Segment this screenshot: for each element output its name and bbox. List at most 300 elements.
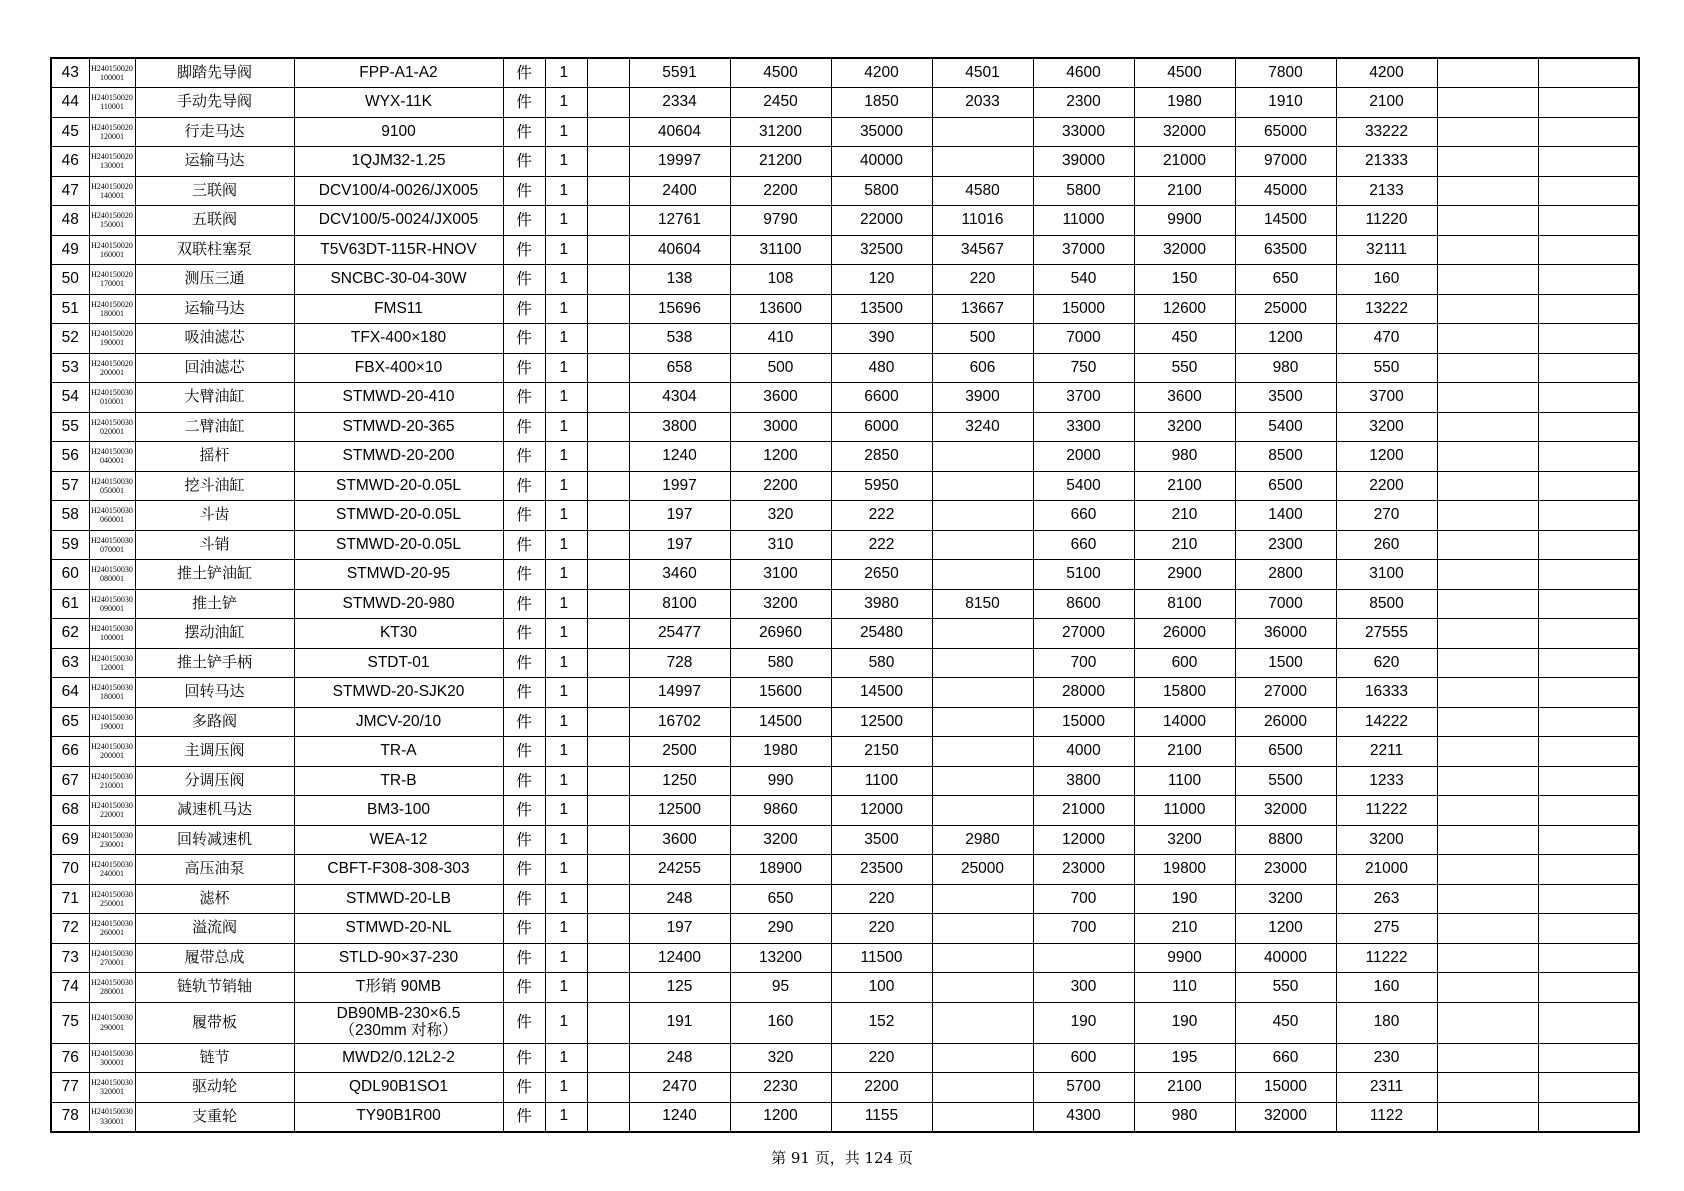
item-code: H240150030190001	[89, 707, 135, 737]
price-4	[932, 737, 1033, 767]
price-4: 11016	[932, 206, 1033, 236]
item-quantity: 1	[545, 412, 587, 442]
price-5: 600	[1033, 1043, 1134, 1073]
price-3: 220	[831, 914, 932, 944]
price-6: 550	[1134, 353, 1235, 383]
price-4	[932, 678, 1033, 708]
item-quantity: 1	[545, 737, 587, 767]
item-model: STMWD-20-LB	[294, 884, 503, 914]
item-model: STDT-01	[294, 648, 503, 678]
price-4: 2033	[932, 88, 1033, 118]
item-name: 主调压阀	[135, 737, 294, 767]
item-name: 支重轮	[135, 1102, 294, 1132]
extra-cell-1	[1437, 324, 1538, 354]
price-6: 32000	[1134, 117, 1235, 147]
item-unit: 件	[503, 353, 545, 383]
item-model: STMWD-20-0.05L	[294, 501, 503, 531]
extra-cell-2	[1538, 294, 1639, 324]
item-model: STMWD-20-365	[294, 412, 503, 442]
price-8: 620	[1336, 648, 1437, 678]
row-number: 59	[51, 530, 89, 560]
price-1: 191	[629, 1002, 730, 1043]
price-3: 12500	[831, 707, 932, 737]
price-3: 390	[831, 324, 932, 354]
price-6: 110	[1134, 973, 1235, 1003]
item-code: H240150020200001	[89, 353, 135, 383]
price-3: 222	[831, 501, 932, 531]
item-unit: 件	[503, 530, 545, 560]
price-2: 1980	[730, 737, 831, 767]
price-6: 600	[1134, 648, 1235, 678]
item-code: H240150030040001	[89, 442, 135, 472]
empty-cell	[587, 737, 629, 767]
row-number: 67	[51, 766, 89, 796]
item-name: 测压三通	[135, 265, 294, 295]
price-5: 540	[1033, 265, 1134, 295]
item-code: H240150030070001	[89, 530, 135, 560]
empty-cell	[587, 383, 629, 413]
price-8: 21333	[1336, 147, 1437, 177]
price-2: 3200	[730, 825, 831, 855]
price-1: 138	[629, 265, 730, 295]
price-1: 2470	[629, 1073, 730, 1103]
item-model: T形销 90MB	[294, 973, 503, 1003]
empty-cell	[587, 88, 629, 118]
price-6: 2900	[1134, 560, 1235, 590]
price-6: 32000	[1134, 235, 1235, 265]
price-4	[932, 471, 1033, 501]
price-5: 3700	[1033, 383, 1134, 413]
price-5: 700	[1033, 884, 1134, 914]
item-code: H240150030240001	[89, 855, 135, 885]
table-row	[51, 796, 1639, 826]
price-1: 8100	[629, 589, 730, 619]
price-3: 40000	[831, 147, 932, 177]
price-7: 27000	[1235, 678, 1336, 708]
table-row	[51, 383, 1639, 413]
item-model: BM3-100	[294, 796, 503, 826]
price-7: 660	[1235, 1043, 1336, 1073]
price-6: 11000	[1134, 796, 1235, 826]
item-model: JMCV-20/10	[294, 707, 503, 737]
extra-cell-1	[1437, 855, 1538, 885]
price-3: 100	[831, 973, 932, 1003]
price-3: 23500	[831, 855, 932, 885]
extra-cell-1	[1437, 825, 1538, 855]
price-2: 21200	[730, 147, 831, 177]
item-unit: 件	[503, 442, 545, 472]
price-2: 1200	[730, 1102, 831, 1132]
price-2: 9790	[730, 206, 831, 236]
price-2: 31200	[730, 117, 831, 147]
item-unit: 件	[503, 619, 545, 649]
empty-cell	[587, 825, 629, 855]
price-8: 11220	[1336, 206, 1437, 236]
empty-cell	[587, 176, 629, 206]
row-number: 51	[51, 294, 89, 324]
item-quantity: 1	[545, 117, 587, 147]
item-name: 二臂油缸	[135, 412, 294, 442]
price-7: 980	[1235, 353, 1336, 383]
table-row	[51, 619, 1639, 649]
extra-cell-2	[1538, 678, 1639, 708]
price-4	[932, 796, 1033, 826]
price-2: 320	[730, 1043, 831, 1073]
row-number: 69	[51, 825, 89, 855]
item-model: STMWD-20-200	[294, 442, 503, 472]
extra-cell-2	[1538, 796, 1639, 826]
price-1: 1240	[629, 1102, 730, 1132]
price-6: 190	[1134, 884, 1235, 914]
price-8: 33222	[1336, 117, 1437, 147]
price-4	[932, 501, 1033, 531]
price-4	[932, 442, 1033, 472]
empty-cell	[587, 471, 629, 501]
item-name: 推土铲	[135, 589, 294, 619]
price-4: 2980	[932, 825, 1033, 855]
price-5: 28000	[1033, 678, 1134, 708]
price-5: 300	[1033, 973, 1134, 1003]
item-quantity: 1	[545, 206, 587, 236]
item-unit: 件	[503, 678, 545, 708]
item-quantity: 1	[545, 265, 587, 295]
row-number: 52	[51, 324, 89, 354]
item-name: 推土铲油缸	[135, 560, 294, 590]
item-quantity: 1	[545, 973, 587, 1003]
item-name: 多路阀	[135, 707, 294, 737]
item-code: H240150030010001	[89, 383, 135, 413]
row-number: 50	[51, 265, 89, 295]
empty-cell	[587, 353, 629, 383]
price-3: 13500	[831, 294, 932, 324]
price-6: 2100	[1134, 737, 1235, 767]
price-1: 658	[629, 353, 730, 383]
table-row	[51, 707, 1639, 737]
item-name: 溢流阀	[135, 914, 294, 944]
empty-cell	[587, 589, 629, 619]
price-2: 3200	[730, 589, 831, 619]
price-8: 1200	[1336, 442, 1437, 472]
item-model: TR-A	[294, 737, 503, 767]
price-7: 97000	[1235, 147, 1336, 177]
price-2: 3100	[730, 560, 831, 590]
price-4	[932, 1073, 1033, 1103]
price-8: 260	[1336, 530, 1437, 560]
extra-cell-2	[1538, 855, 1639, 885]
price-3: 1850	[831, 88, 932, 118]
table-row	[51, 560, 1639, 590]
price-7: 8500	[1235, 442, 1336, 472]
item-name: 回转马达	[135, 678, 294, 708]
price-5: 190	[1033, 1002, 1134, 1043]
price-6: 2100	[1134, 471, 1235, 501]
table-row	[51, 412, 1639, 442]
item-code: H240150020150001	[89, 206, 135, 236]
price-6: 3200	[1134, 412, 1235, 442]
item-name: 链节	[135, 1043, 294, 1073]
empty-cell	[587, 648, 629, 678]
price-5: 2300	[1033, 88, 1134, 118]
price-2: 160	[730, 1002, 831, 1043]
item-quantity: 1	[545, 147, 587, 177]
extra-cell-2	[1538, 58, 1639, 88]
empty-cell	[587, 973, 629, 1003]
empty-cell	[587, 1073, 629, 1103]
price-1: 197	[629, 530, 730, 560]
price-8: 8500	[1336, 589, 1437, 619]
empty-cell	[587, 412, 629, 442]
price-8: 4200	[1336, 58, 1437, 88]
price-8: 180	[1336, 1002, 1437, 1043]
item-model: QDL90B1SO1	[294, 1073, 503, 1103]
extra-cell-2	[1538, 825, 1639, 855]
item-name: 三联阀	[135, 176, 294, 206]
price-2: 108	[730, 265, 831, 295]
item-name: 双联柱塞泵	[135, 235, 294, 265]
extra-cell-2	[1538, 471, 1639, 501]
table-row	[51, 442, 1639, 472]
extra-cell-1	[1437, 707, 1538, 737]
price-3: 5950	[831, 471, 932, 501]
item-code: H240150030120001	[89, 648, 135, 678]
price-4	[932, 117, 1033, 147]
extra-cell-1	[1437, 88, 1538, 118]
price-7: 7800	[1235, 58, 1336, 88]
price-7: 7000	[1235, 589, 1336, 619]
extra-cell-1	[1437, 147, 1538, 177]
price-8: 160	[1336, 973, 1437, 1003]
extra-cell-1	[1437, 589, 1538, 619]
price-5: 21000	[1033, 796, 1134, 826]
price-2: 31100	[730, 235, 831, 265]
price-8: 2311	[1336, 1073, 1437, 1103]
price-8: 3700	[1336, 383, 1437, 413]
price-4	[932, 973, 1033, 1003]
price-5: 15000	[1033, 707, 1134, 737]
price-3: 6600	[831, 383, 932, 413]
price-7: 1200	[1235, 324, 1336, 354]
item-model: STLD-90×37-230	[294, 943, 503, 973]
price-5: 660	[1033, 501, 1134, 531]
item-unit: 件	[503, 943, 545, 973]
empty-cell	[587, 766, 629, 796]
item-name: 大臂油缸	[135, 383, 294, 413]
extra-cell-1	[1437, 294, 1538, 324]
item-model: TFX-400×180	[294, 324, 503, 354]
price-6: 12600	[1134, 294, 1235, 324]
price-5: 12000	[1033, 825, 1134, 855]
price-1: 728	[629, 648, 730, 678]
item-unit: 件	[503, 501, 545, 531]
price-6: 980	[1134, 1102, 1235, 1132]
price-3: 220	[831, 884, 932, 914]
empty-cell	[587, 58, 629, 88]
item-unit: 件	[503, 88, 545, 118]
price-1: 4304	[629, 383, 730, 413]
table-row	[51, 825, 1639, 855]
extra-cell-1	[1437, 973, 1538, 1003]
price-3: 14500	[831, 678, 932, 708]
item-model: TY90B1R00	[294, 1102, 503, 1132]
item-code: H240150030250001	[89, 884, 135, 914]
extra-cell-2	[1538, 235, 1639, 265]
extra-cell-1	[1437, 678, 1538, 708]
price-4	[932, 648, 1033, 678]
item-quantity: 1	[545, 589, 587, 619]
table-row	[51, 176, 1639, 206]
row-number: 78	[51, 1102, 89, 1132]
price-8: 2211	[1336, 737, 1437, 767]
item-quantity: 1	[545, 560, 587, 590]
price-4: 4501	[932, 58, 1033, 88]
extra-cell-2	[1538, 737, 1639, 767]
extra-cell-1	[1437, 442, 1538, 472]
item-unit: 件	[503, 1073, 545, 1103]
item-model: WEA-12	[294, 825, 503, 855]
item-model: 1QJM32-1.25	[294, 147, 503, 177]
price-4	[932, 530, 1033, 560]
price-1: 12500	[629, 796, 730, 826]
price-6: 14000	[1134, 707, 1235, 737]
price-8: 32111	[1336, 235, 1437, 265]
item-quantity: 1	[545, 678, 587, 708]
item-name: 履带总成	[135, 943, 294, 973]
price-8: 13222	[1336, 294, 1437, 324]
empty-cell	[587, 619, 629, 649]
item-code: H240150030020001	[89, 412, 135, 442]
row-number: 74	[51, 973, 89, 1003]
price-4	[932, 914, 1033, 944]
item-name: 摆动油缸	[135, 619, 294, 649]
price-4: 34567	[932, 235, 1033, 265]
item-quantity: 1	[545, 442, 587, 472]
table-row	[51, 117, 1639, 147]
item-unit: 件	[503, 1002, 545, 1043]
item-model: STMWD-20-0.05L	[294, 471, 503, 501]
price-3: 5800	[831, 176, 932, 206]
item-code: H240150020130001	[89, 147, 135, 177]
price-3: 220	[831, 1043, 932, 1073]
price-2: 15600	[730, 678, 831, 708]
price-1: 40604	[629, 117, 730, 147]
table-row	[51, 589, 1639, 619]
row-number: 77	[51, 1073, 89, 1103]
price-1: 3600	[629, 825, 730, 855]
price-8: 263	[1336, 884, 1437, 914]
item-unit: 件	[503, 737, 545, 767]
price-7: 26000	[1235, 707, 1336, 737]
item-name: 减速机马达	[135, 796, 294, 826]
price-6: 9900	[1134, 943, 1235, 973]
item-model: MWD2/0.12L2-2	[294, 1043, 503, 1073]
empty-cell	[587, 206, 629, 236]
price-3: 6000	[831, 412, 932, 442]
price-2: 13600	[730, 294, 831, 324]
table-row	[51, 147, 1639, 177]
item-code: H240150030200001	[89, 737, 135, 767]
row-number: 57	[51, 471, 89, 501]
item-unit: 件	[503, 235, 545, 265]
price-1: 25477	[629, 619, 730, 649]
item-quantity: 1	[545, 943, 587, 973]
price-8: 230	[1336, 1043, 1437, 1073]
price-7: 23000	[1235, 855, 1336, 885]
item-unit: 件	[503, 855, 545, 885]
extra-cell-2	[1538, 914, 1639, 944]
price-3: 120	[831, 265, 932, 295]
extra-cell-1	[1437, 1043, 1538, 1073]
price-5: 23000	[1033, 855, 1134, 885]
item-name: 分调压阀	[135, 766, 294, 796]
item-quantity: 1	[545, 1002, 587, 1043]
row-number: 76	[51, 1043, 89, 1073]
price-7: 1400	[1235, 501, 1336, 531]
item-unit: 件	[503, 383, 545, 413]
price-4	[932, 943, 1033, 973]
table-row	[51, 501, 1639, 531]
price-3: 222	[831, 530, 932, 560]
extra-cell-1	[1437, 235, 1538, 265]
price-8: 160	[1336, 265, 1437, 295]
item-name: 吸油滤芯	[135, 324, 294, 354]
extra-cell-1	[1437, 265, 1538, 295]
table-row	[51, 530, 1639, 560]
price-4	[932, 766, 1033, 796]
parts-price-table	[50, 57, 1640, 1133]
empty-cell	[587, 943, 629, 973]
price-2: 9860	[730, 796, 831, 826]
extra-cell-1	[1437, 412, 1538, 442]
item-quantity: 1	[545, 324, 587, 354]
price-7: 8800	[1235, 825, 1336, 855]
price-8: 11222	[1336, 943, 1437, 973]
extra-cell-2	[1538, 383, 1639, 413]
price-8: 11222	[1336, 796, 1437, 826]
extra-cell-2	[1538, 766, 1639, 796]
price-1: 40604	[629, 235, 730, 265]
price-2: 95	[730, 973, 831, 1003]
extra-cell-1	[1437, 796, 1538, 826]
price-6: 980	[1134, 442, 1235, 472]
table-row	[51, 914, 1639, 944]
price-1: 1997	[629, 471, 730, 501]
item-quantity: 1	[545, 648, 587, 678]
price-6: 3200	[1134, 825, 1235, 855]
price-6: 26000	[1134, 619, 1235, 649]
price-7: 1500	[1235, 648, 1336, 678]
table-row	[51, 884, 1639, 914]
item-code: H240150020170001	[89, 265, 135, 295]
row-number: 43	[51, 58, 89, 88]
extra-cell-2	[1538, 176, 1639, 206]
item-quantity: 1	[545, 294, 587, 324]
item-unit: 件	[503, 412, 545, 442]
empty-cell	[587, 678, 629, 708]
price-6: 9900	[1134, 206, 1235, 236]
item-unit: 件	[503, 884, 545, 914]
item-name: 履带板	[135, 1002, 294, 1043]
price-1: 248	[629, 1043, 730, 1073]
extra-cell-1	[1437, 943, 1538, 973]
price-1: 19997	[629, 147, 730, 177]
price-2: 3600	[730, 383, 831, 413]
row-number: 54	[51, 383, 89, 413]
extra-cell-1	[1437, 884, 1538, 914]
empty-cell	[587, 796, 629, 826]
row-number: 71	[51, 884, 89, 914]
row-number: 60	[51, 560, 89, 590]
item-unit: 件	[503, 1102, 545, 1132]
